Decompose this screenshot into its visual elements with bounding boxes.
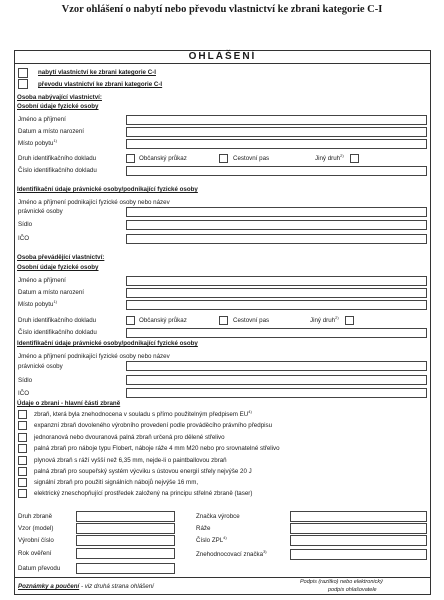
weapon-category-label: palná zbraň pro náboje typu Flobert, náboje ráže 4 mm M20 nebo pro srovnatelné střelivo — [34, 445, 280, 452]
weapon-category-checkbox[interactable] — [18, 444, 27, 453]
weapon-serial-label: Výrobní číslo — [18, 537, 54, 544]
acquirer-residence-field[interactable] — [126, 139, 427, 149]
acquirer-legal-name-field[interactable] — [126, 207, 427, 217]
transferor-birth-label: Datum a místo narození — [18, 289, 85, 296]
weapon-category-label: jednoranová nebo dvouranová palná zbraň určená pro dělené střelivo — [34, 434, 225, 441]
weapon-category-checkbox[interactable] — [18, 433, 27, 442]
weapon-category-label: palná zbraň pro soupeřský systém výcviku s ústovou energií střely nejvýše 20 J — [34, 468, 252, 475]
transferor-doc-other-label: Jiný druh$^{2)}$ — [310, 314, 339, 324]
weapon-verification-year-field[interactable] — [76, 548, 175, 559]
acquirer-natural-title: Osobní údaje fyzické osoby — [17, 103, 99, 110]
acquirer-seat-field[interactable] — [126, 220, 427, 230]
transferor-section-title: Osoba převádějící vlastnictví: — [17, 254, 105, 261]
acquirer-doc-other-checkbox[interactable] — [350, 154, 359, 163]
option-transfer-checkbox[interactable] — [18, 79, 28, 89]
weapon-manufacturer-label: Značka výrobce — [196, 513, 240, 520]
acquirer-doc-other-label: Jiný druh$^{2)}$ — [315, 152, 344, 162]
weapon-transfer-date-field[interactable] — [76, 563, 175, 574]
weapon-section-title: Údaje o zbrani - hlavní části zbraně — [17, 400, 121, 407]
acquirer-doc-number-label: Číslo identifikačního dokladu — [18, 167, 97, 174]
acquirer-doc-id-label: Občanský průkaz — [139, 155, 187, 162]
signature-caption-line-1: Podpis (razítko) nebo elektronický — [300, 579, 383, 585]
weapon-category-label: plynová zbraň s ráží vyšší než 6,35 mm, nejde-li o paintballovou zbraň — [34, 457, 227, 464]
weapon-type-field[interactable] — [76, 511, 175, 522]
transferor-seat-label: Sídlo — [18, 377, 33, 384]
acquirer-doc-type-label: Druh identifikačního dokladu — [18, 155, 97, 162]
form-header: OHLÁŠENÍ — [14, 50, 431, 64]
weapon-category-checkbox[interactable] — [18, 421, 27, 430]
acquirer-doc-passport-checkbox[interactable] — [219, 154, 228, 163]
option-transfer-label: převodu vlastnictví ke zbrani kategorie C-I — [38, 81, 163, 88]
weapon-category-label: elektrický zneschopňující prostředek založený na principu střelné zbraně (taser) — [34, 490, 253, 497]
weapon-serial-field[interactable] — [76, 535, 175, 546]
weapon-category-checkbox[interactable] — [18, 410, 27, 419]
weapon-category-label: zbraň, která byla znehodnocena v souladu s přímo použitelným předpisem EU$^{4)}$ — [34, 408, 252, 418]
transferor-doc-id-label: Občanský průkaz — [139, 317, 187, 324]
transferor-legal-title: Identifikační údaje právnické osoby/podnikající fyzické osoby — [17, 340, 198, 347]
notes-reference: Poznámky a poučení - viz druhá strana ohlášení — [18, 583, 154, 590]
weapon-category-checkbox[interactable] — [18, 478, 27, 487]
transferor-ico-label: IČO — [18, 390, 30, 397]
transferor-natural-title: Osobní údaje fyzické osoby — [17, 264, 99, 271]
acquirer-legal-name-label-2: právnické osoby — [18, 208, 63, 215]
weapon-category-checkbox[interactable] — [18, 467, 27, 476]
acquirer-legal-title: Identifikační údaje právnické osoby/podnikající fyzické osoby — [17, 186, 198, 193]
weapon-model-field[interactable] — [76, 523, 175, 534]
acquirer-ico-label: IČO — [18, 235, 30, 242]
transferor-ico-field[interactable] — [126, 388, 427, 398]
signature-caption-line-2: podpis ohlašovatele — [328, 587, 377, 593]
acquirer-residence-label: Místo pobytu$^{1)}$ — [18, 137, 57, 147]
weapon-deactivation-mark-field[interactable] — [290, 549, 427, 560]
transferor-seat-field[interactable] — [126, 375, 427, 385]
weapon-zpl-label: Číslo ZPL$^{4)}$ — [196, 534, 227, 544]
option-acquisition-label: nabytí vlastnictví ke zbrani kategorie C-I — [38, 69, 156, 76]
acquirer-seat-label: Sídlo — [18, 221, 33, 228]
transferor-legal-name-label-1: Jméno a příjmení podnikající fyzické osoby nebo název — [18, 353, 170, 360]
acquirer-section-title: Osoba nabývající vlastnictví: — [17, 94, 102, 101]
weapon-model-label: Vzor (model) — [18, 525, 54, 532]
weapon-category-label: signální zbraň pro použití signálních nábojů nejvýše 16 mm, — [34, 479, 199, 486]
transferor-doc-type-label: Druh identifikačního dokladu — [18, 317, 97, 324]
weapon-zpl-field[interactable] — [290, 535, 427, 546]
acquirer-doc-passport-label: Cestovní pas — [233, 155, 270, 162]
transferor-doc-number-field[interactable] — [126, 328, 427, 338]
acquirer-doc-number-field[interactable] — [126, 166, 427, 176]
transferor-residence-label: Místo pobytu$^{1)}$ — [18, 298, 57, 308]
weapon-verification-year-label: Rok ověření — [18, 550, 52, 557]
option-acquisition-checkbox[interactable] — [18, 68, 28, 78]
transferor-name-label: Jméno a příjmení — [18, 277, 66, 284]
transferor-name-field[interactable] — [126, 276, 427, 286]
transferor-doc-id-checkbox[interactable] — [126, 316, 135, 325]
acquirer-legal-name-label-1: Jméno a příjmení podnikající fyzické osoby nebo název — [18, 199, 170, 206]
transferor-residence-field[interactable] — [126, 300, 427, 310]
weapon-caliber-label: Ráže — [196, 525, 211, 532]
acquirer-name-label: Jméno a příjmení — [18, 116, 66, 123]
acquirer-birth-field[interactable] — [126, 127, 427, 137]
acquirer-doc-id-checkbox[interactable] — [126, 154, 135, 163]
weapon-category-checkbox[interactable] — [18, 489, 27, 498]
document-title: Vzor ohlášení o nabytí nebo převodu vlastnictví ke zbrani kategorie C-I — [61, 4, 383, 15]
weapon-transfer-date-label: Datum převodu — [18, 565, 61, 572]
transferor-doc-passport-checkbox[interactable] — [219, 316, 228, 325]
weapon-type-label: Druh zbraně — [18, 513, 53, 520]
transferor-doc-other-checkbox[interactable] — [345, 316, 354, 325]
weapon-category-checkbox[interactable] — [18, 456, 27, 465]
transferor-doc-passport-label: Cestovní pas — [233, 317, 270, 324]
transferor-legal-name-label-2: právnické osoby — [18, 363, 63, 370]
weapon-category-label: expanzní zbraň dovoleného výrobního provedení podle prováděcího právního předpisu — [34, 422, 273, 429]
transferor-doc-number-label: Číslo identifikačního dokladu — [18, 329, 97, 336]
acquirer-name-field[interactable] — [126, 115, 427, 125]
transferor-birth-field[interactable] — [126, 288, 427, 298]
weapon-deactivation-mark-label: Znehodnocovací značka$^{3)}$ — [196, 548, 267, 558]
weapon-manufacturer-field[interactable] — [290, 511, 427, 522]
transferor-legal-name-field[interactable] — [126, 361, 427, 371]
acquirer-ico-field[interactable] — [126, 234, 427, 244]
weapon-caliber-field[interactable] — [290, 523, 427, 534]
acquirer-birth-label: Datum a místo narození — [18, 128, 85, 135]
